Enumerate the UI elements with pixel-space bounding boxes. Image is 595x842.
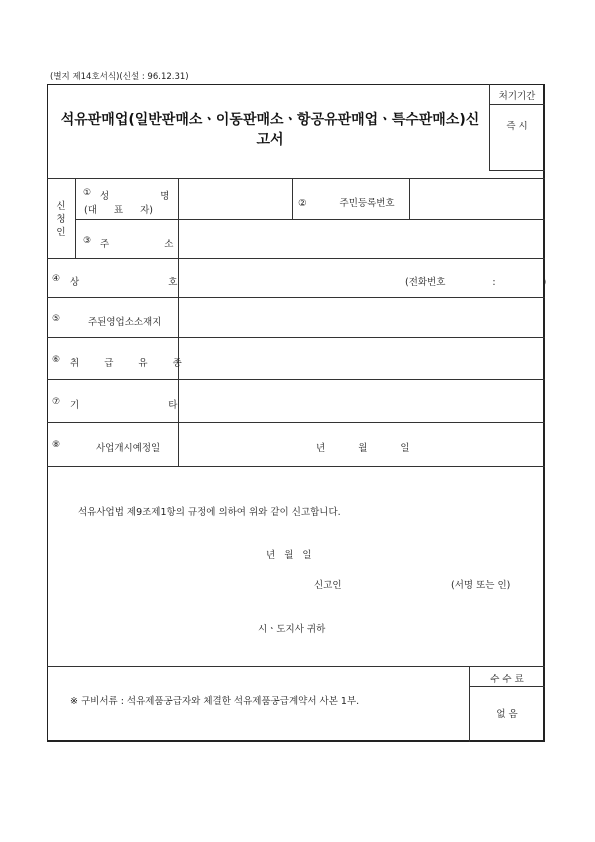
office-location-field[interactable] — [180, 299, 543, 335]
fuel-types-number: ⑥ — [52, 355, 61, 365]
start-date-number: ⑧ — [52, 440, 61, 450]
processing-box-bottom — [489, 170, 545, 171]
fuel-types-field[interactable] — [180, 339, 543, 377]
trade-name-field[interactable] — [180, 260, 400, 295]
fuel-types-label: 취 급 유 종 — [70, 358, 182, 369]
required-documents-note: ※ 구비서류 : 석유제품공급자와 체결한 석유제품공급계약서 사본 1부. — [70, 696, 360, 707]
fee-box-divider — [469, 686, 545, 687]
start-date-value[interactable]: 년 월 일 — [316, 443, 410, 454]
declaration-date[interactable]: 년 월 일 — [266, 550, 312, 561]
fee-value: 없 음 — [496, 709, 518, 720]
trade-name-number: ④ — [52, 274, 61, 284]
address-label: 주 소 — [100, 239, 174, 250]
other-label: 기 타 — [70, 400, 178, 411]
row5-top — [47, 297, 545, 298]
rrn-label: ② 주민등록번호 — [298, 198, 395, 209]
name-number: ① — [83, 188, 92, 198]
signature-label[interactable]: (서명 또는 인) — [451, 580, 511, 591]
applicant-group-divider — [75, 178, 76, 258]
rrn-label-left — [292, 178, 293, 219]
start-date-label: 사업개시예정일 — [96, 443, 161, 454]
name-label — [100, 188, 174, 202]
label-column-divider — [178, 178, 179, 466]
form-title: 석유판매업(일반판매소ㆍ이동판매소ㆍ항공유판매업ㆍ특수판매소)신고서 — [60, 112, 480, 148]
name-label-text: 성 명 — [100, 191, 170, 202]
office-location-label: 주된영업소소재지 — [88, 317, 162, 328]
row4-top — [47, 258, 545, 259]
processing-period-label: 처기기간 — [498, 91, 536, 102]
address-field[interactable] — [180, 221, 543, 256]
phone-number-label: (전화번호 : ) — [405, 277, 547, 288]
office-location-number: ⑤ — [52, 314, 61, 324]
form-number-note: (별지 제14호서식)(신설 : 96.12.31) — [50, 72, 189, 82]
declaration-top — [47, 466, 545, 467]
footer-top — [47, 666, 545, 667]
trade-name-label: 상 호 — [70, 277, 178, 288]
rrn-field[interactable] — [411, 180, 543, 217]
other-field[interactable] — [180, 381, 543, 420]
applicant-row-divider — [75, 219, 545, 220]
address-number: ③ — [83, 236, 92, 246]
processing-period-value: 즉 시 — [506, 121, 528, 132]
declaration-statement: 석유사업법 제9조제1항의 규정에 의하여 위와 같이 신고합니다. — [78, 507, 341, 518]
processing-box-divider — [489, 104, 545, 105]
fee-label: 수 수 료 — [490, 674, 524, 685]
representative-label: (대 표 자) — [84, 205, 153, 216]
declarant-label: 신고인 — [314, 580, 342, 591]
title-bottom-line — [47, 178, 545, 179]
rrn-label-right — [409, 178, 410, 219]
row7-top — [47, 379, 545, 380]
addressee: 시ㆍ도지사 귀하 — [258, 624, 326, 635]
other-number: ⑦ — [52, 397, 61, 407]
name-field[interactable] — [180, 180, 290, 217]
row6-top — [47, 337, 545, 338]
row8-top — [47, 422, 545, 423]
applicant-group-label: 신청인 — [56, 201, 66, 238]
